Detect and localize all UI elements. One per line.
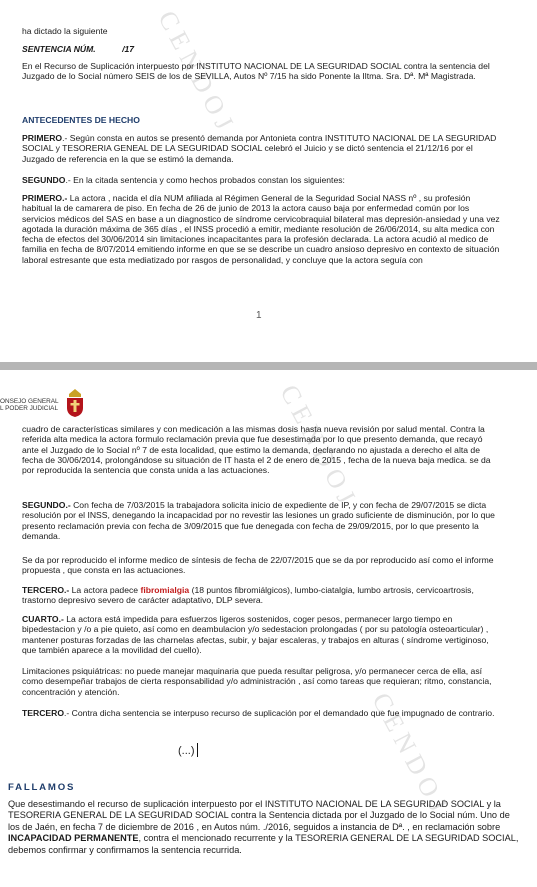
segundo-paragraph (22, 175, 501, 185)
tercero2-clip (22, 708, 501, 728)
sentence-suffix: /17 (122, 44, 135, 54)
fibromialgia-highlight: fibromialgia (140, 585, 190, 595)
logo-text: ONSEJO GENERAL L PODER JUDICIAL (0, 398, 59, 413)
tercero2-label: TERCERO (22, 708, 65, 718)
tercero-pre: La actora padece (71, 585, 139, 595)
tercero-post: (18 puntos fibromiálgicos), lumbo-ciatalgia, lumbo artrosis, cervicoartrosis, trastorno depresivo severo de carácter adaptativo, DLP severa. (22, 585, 474, 606)
watermark: CENDOJ (152, 6, 242, 140)
limitaciones-paragraph: Limitaciones psiquiátricas: no puede manejar maquinaria que pueda resultar peligrosa, y/o permanecer cerca de ella, así como desempeñar trabajos de cierta responsabilidad y/o administración , así como tareas que requieran; ritmo, constancia, concentración y atención. (22, 666, 492, 697)
hecho-primero-label: PRIMERO.- (22, 193, 68, 203)
informe-paragraph: Se da por reproducido el informe medico de síntesis de fecha de 22/07/2015 que se da por reproducido así como el informe propuesta , que consta en las actuaciones. (22, 555, 494, 576)
fallamos-heading: FALLAMOS (8, 782, 76, 793)
fallamos-text-pre: Que desestimando el recurso de suplicación interpuesto por el INSTITUTO NACIONAL DE LA SEGURIDAD SOCIAL y la TESORERIA GENERAL DE LA SEGURIDAD SOCIAL contra la Sentencia dictada por el Juzgado de lo Social núm. Uno de los de Jaén, en fecha 7 de diciembre de 2016 , en Autos núm. ./2016, seguidos a instancia de Dª. , en reclamación sobre (8, 799, 510, 832)
page-separator (0, 362, 537, 370)
segundo-ip-paragraph (22, 500, 501, 541)
segundo-text: .- En la citada sentencia y como hechos probados constan los siguientes: (65, 175, 345, 185)
tercero-paragraph (22, 585, 501, 606)
fallamos-text-bold: INCAPACIDAD PERMANENTE (8, 833, 139, 844)
primero-label: PRIMERO (22, 133, 63, 143)
continuation-paragraph: cuadro de características similares y con medicación a las mismas dosis hasta nueva revisión por salud mental. Contra la referida alta medica la actora formulo reclamación previa que fue desestimada por lo que presento demanda, que recayó ante el Juzgado de lo Social nº 7 de esta localidad, que estimo la demanda, declarando no ajustada a derecho el alta de fecha de 30/06/2014, prolongándose su situación de IT hasta el 2 de enero de 2015 , fecha de la nueva baja medica. se da por reproducida la sentencia que consta unida a las actuaciones. (22, 424, 491, 476)
tercero-label: TERCERO.- (22, 585, 70, 595)
ellipsis-marker: (...) (178, 743, 198, 757)
segundo-text: Con fecha de 7/03/2015 la trabajadora solicita inicio de expediente de IP, y con fecha de 29/07/2015 se dicta resolución por el INSS, denegando la incapacidad por no revestir las lesiones un grado suficiente de disminución, por lo que presento reclamación previa con fecha de 3/09/2015 que fue denegada con fecha de 29/09/2015, por lo que presento la demanda. (22, 500, 495, 541)
fallamos-text-post: , contra el mencionado recurrente y la TESORERIA GENERAL DE LA SEGURIDAD SOCIAL, debemos confirmar y confirmamos la sentencia recurrida. (8, 833, 519, 855)
sentence-label: SENTENCIA NÚM. (22, 44, 96, 54)
segundo-label: SEGUNDO.- (22, 500, 71, 510)
antecedentes-heading: ANTECEDENTES DE HECHO (22, 115, 140, 125)
tercero2-text: .- Contra dicha sentencia se interpuso recurso de suplicación por el demandado que fue impugnado de contrario. (64, 708, 495, 718)
page-number: 1 (256, 310, 262, 321)
primero-text: .- Según consta en autos se presentó demanda por Antonieta contra INSTITUTO NACIONAL DE LA SEGURIDAD SOCIAL y TESORERIA GENEAL DE LA SEGURIDAD SOCIAL celebró el Juicio y se dictó sentencia el 21/12/16 por el Juzgado de referencia en la que se estimó la demanda. (22, 133, 497, 164)
primero-paragraph (22, 133, 501, 164)
intro-line: ha dictado la siguiente (22, 26, 108, 36)
hecho-primero-paragraph (22, 193, 501, 265)
crest-icon (64, 388, 86, 418)
watermark: CENDOJ (274, 380, 364, 514)
fallamos-paragraph (8, 799, 521, 856)
cuarto-label: CUARTO.- (22, 614, 64, 624)
cuarto-text: La actora está impedida para esfuerzos ligeros sostenidos, coger pesos, permanecer largo tiempo en bipedestacion y /o a pie quieto, así como en deambulacion y/o sedestacion prolongadas ( por su patología osteoarticular) , mantener posturas forzadas de las charnelas afectas, subir, y bajar escaleras, y trabajos en alturas ( síndrome vertiginoso, que también aparece a la movilidad del cuello). (22, 614, 489, 655)
recurso-paragraph: En el Recurso de Suplicación interpuesto por INSTITUTO NACIONAL DE LA SEGURIDAD SOCIAL contra la sentencia del Juzgado de lo Social número SEIS de los de SEVILLA, Autos Nº 7/15 ha sido Ponente la Iltma. Sra. Dª. Mª Magistrada. (22, 61, 490, 82)
tercero2-paragraph (22, 708, 501, 718)
segundo-label: SEGUNDO (22, 175, 66, 185)
cuarto-paragraph (22, 614, 501, 655)
text-cursor (197, 743, 199, 757)
hecho-primero-text: La actora , nacida el día NUM afiliada al Régimen General de la Seguridad Social NASS nº , su profesión habitual la de camarera de piso. En fecha de 26 de junio de 2013 la actora causo baja por enfermedad común por los servicios médicos del SAS en base a un diagnostico de síndrome cervicobraquial bilateral mas depresión-ansiedad y una vez agotada la duración máxima de 365 días , el INSS procedió a emitir, mediante resolución de 26/06/2014, su alta medica con fecha de efectos del 30/06/2014 sin limitaciones incapacitantes para la profesión declarada. La actora acudió al medico de familia en fecha de 8/07/2014 emitiendo informe en que se se describe un cuadro ansioso depresivo en contexto de situación laboral estresante que esta mediatizado por rasgos de personalidad, y concluye que la actora seguía con (22, 193, 500, 265)
document-page-1 (0, 0, 537, 362)
sentence-number (22, 44, 501, 54)
watermark: CENDOJ (366, 688, 456, 822)
